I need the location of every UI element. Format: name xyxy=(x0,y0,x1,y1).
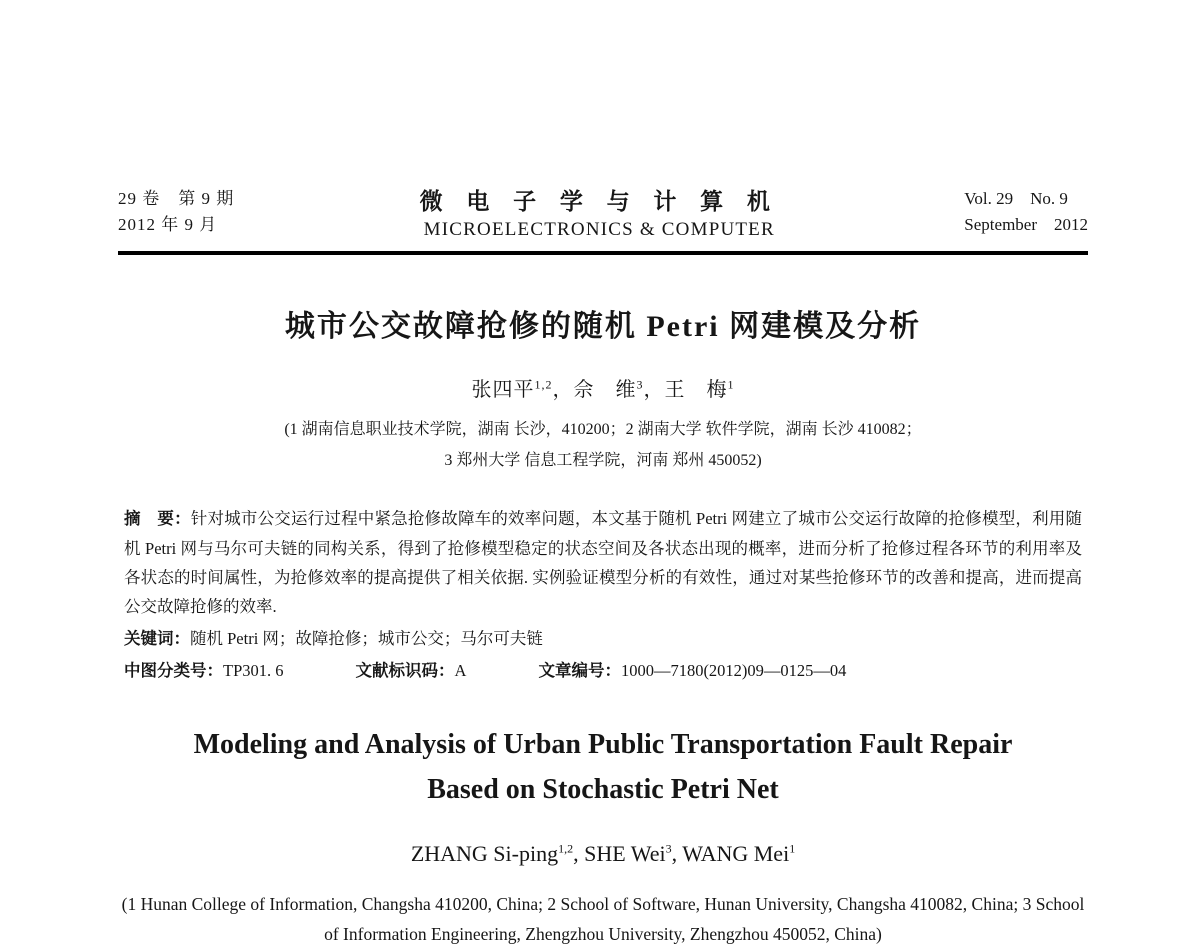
abstract xyxy=(124,504,1082,621)
journal-title-cn: 微 电 子 学 与 计 算 机 xyxy=(419,189,779,214)
issue-info-cn xyxy=(118,186,234,239)
author-en xyxy=(411,841,573,866)
affiliation-en: (1 Hunan College of Information, Changsha 410200, China; 2 School of Software, Hunan University, Changsha 410082, China; 3 School of Information Engineering, Zhengzhou University, Zhengzhou 450052, China) xyxy=(121,893,1085,945)
header-rule xyxy=(118,251,1088,255)
clc-value: TP301. 6 xyxy=(223,661,284,681)
affiliation-cn-line: (1 湖南信息职业技术学院，湖南 长沙，410200；2 湖南大学 软件学院，湖南 长沙 410082； xyxy=(284,421,922,438)
authors-en xyxy=(118,841,1088,867)
affiliation-cn-line: 3 郑州大学 信息工程学院，河南 郑州 450052) xyxy=(444,452,762,470)
author-affiliation-sup: 3 xyxy=(665,841,672,856)
author-en xyxy=(682,841,795,866)
issue-date-en: September 2012 xyxy=(964,215,1088,234)
author-affiliation-sup: 1,2 xyxy=(558,841,574,856)
author-cn xyxy=(665,379,735,401)
abstract-text: 针对城市公交运行过程中紧急抢修故障车的效率问题，本文基于随机 Petri 网建立了城市公交运行故障的抢修模型，利用随机 Petri 网与马尔可夫链的同构关系，得到了抢修模型稳定的状态空间及各状态出现的概率，进而分析了抢修过程各环节的利用率及各状态的时间属性，为抢修效率的提高提供了相关依据. 实例验证模型分析的有效性，通过对某些抢修环节的改善和提高，进而提高公交故障抢修的效率. xyxy=(124,509,1082,617)
author-cn xyxy=(472,379,553,401)
author-separator: , xyxy=(573,840,585,866)
author-name: 佘 维 xyxy=(573,379,637,401)
affiliations-cn xyxy=(118,414,1088,476)
document-code-value: A xyxy=(454,661,467,681)
author-separator: ， xyxy=(552,379,574,401)
authors-cn xyxy=(118,373,1088,402)
keywords xyxy=(124,624,1082,653)
author-name: ZHANG Si-ping xyxy=(410,840,559,866)
paper-title-en: Modeling and Analysis of Urban Public Transportation Fault Repair Based on Stochastic Petri Net xyxy=(193,729,1013,805)
author-en xyxy=(584,841,672,866)
paper-title-cn: 城市公交故障抢修的随机 Petri 网建模及分析 xyxy=(284,310,922,343)
article-id xyxy=(538,657,846,681)
author-affiliation-sup: 1 xyxy=(727,377,735,392)
article-id-value: 1000—7180(2012)09—0125—04 xyxy=(620,661,847,681)
issue-volume-cn: 29 卷 第 9 期 xyxy=(118,188,235,208)
article-id-label: 文章编号： xyxy=(538,661,621,681)
document-code xyxy=(356,657,467,681)
journal-title-block xyxy=(234,183,964,241)
author-separator: ， xyxy=(643,379,665,401)
abstract-label: 摘 要： xyxy=(124,509,191,529)
author-name: 王 梅 xyxy=(664,379,728,401)
author-separator: , xyxy=(671,840,683,866)
author-affiliation-sup: 1 xyxy=(789,841,796,856)
clc-number xyxy=(124,657,284,681)
journal-header xyxy=(118,183,1088,241)
journal-title-en: MICROELECTRONICS & COMPUTER xyxy=(423,219,775,240)
issue-date-cn: 2012 年 9 月 xyxy=(118,215,218,234)
issue-info-en xyxy=(964,186,1088,239)
keywords-label: 关键词： xyxy=(124,628,190,648)
author-affiliation-sup: 1,2 xyxy=(534,377,553,392)
author-affiliation-sup: 3 xyxy=(636,377,644,392)
classification-line xyxy=(124,657,1082,681)
keywords-text: 随机 Petri 网；故障抢修；城市公交；马尔可夫链 xyxy=(190,628,543,648)
author-cn xyxy=(574,379,644,401)
author-name: SHE Wei xyxy=(584,840,666,866)
clc-label: 中图分类号： xyxy=(124,661,223,681)
document-code-label: 文献标识码： xyxy=(355,661,455,681)
author-name: WANG Mei xyxy=(682,840,790,866)
author-name: 张四平 xyxy=(471,379,535,401)
volume-number-en: Vol. 29 No. 9 xyxy=(964,188,1068,208)
